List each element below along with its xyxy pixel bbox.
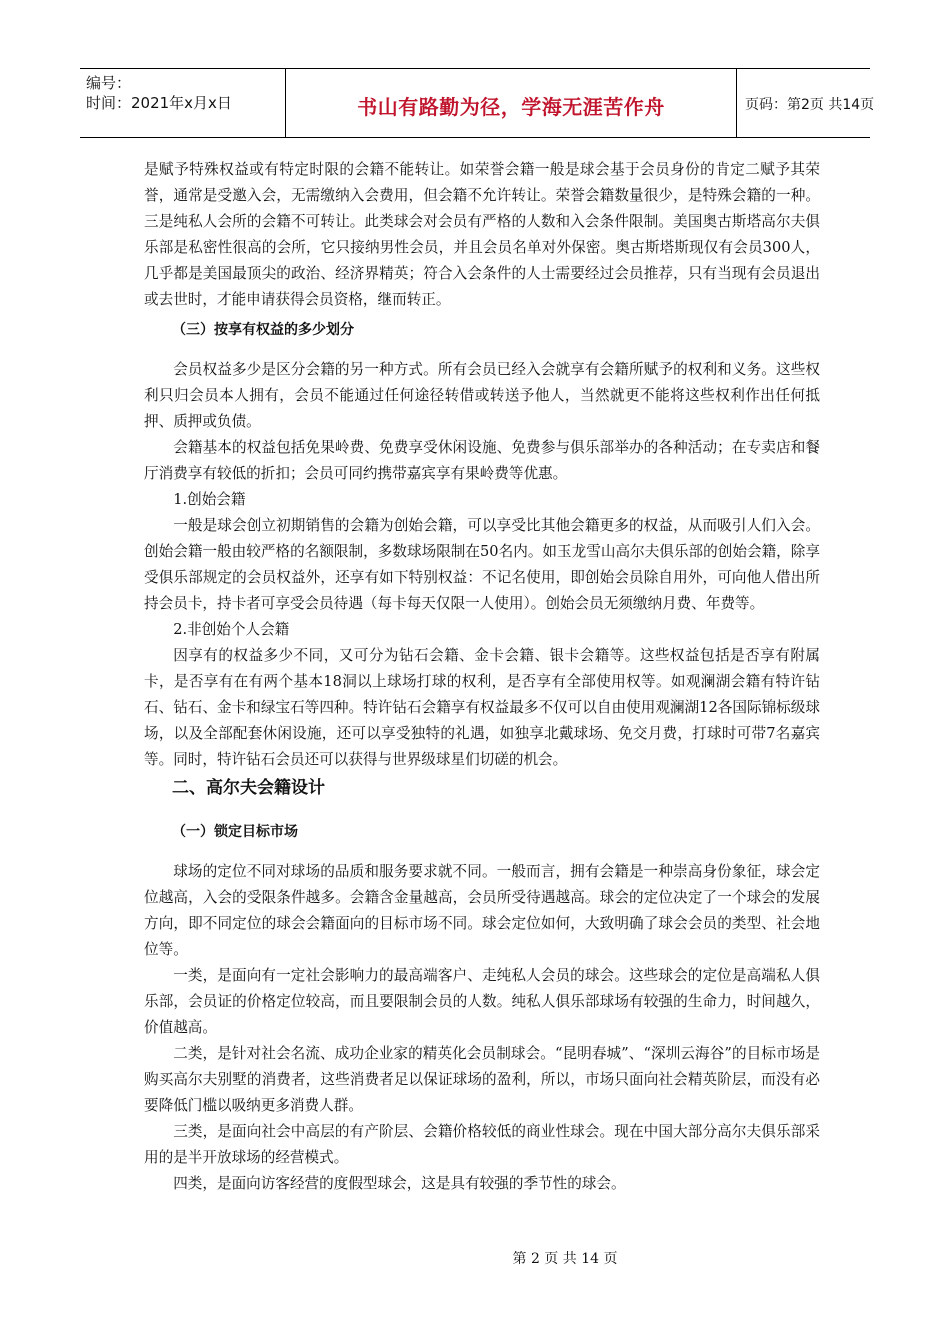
body-paragraph: 三类，是面向社会中高层的有产阶层、会籍价格较低的商业性球会。现在中国大部分高尔夫俱乐部采用的是半开放球场的经营模式。 [144,1123,820,1166]
header-right-cell [737,69,875,137]
list-heading: 1.创始会籍 [173,491,246,508]
section-subheading: （一）锁定目标市场 [172,824,298,840]
page-header [80,68,875,138]
header-page-info: 页码：第2页 共14页 [745,97,875,113]
body-paragraph: 会员权益多少是区分会籍的另一种方式。所有会员已经入会就享有会籍所赋予的权利和义务。这些权利只归会员本人拥有，会员不能通过任何途径转借或转送予他人，当然就更不能将这些权利作出任何抵押、质押或负债。 [144,361,820,430]
document-number-label: 编号： [86,74,132,92]
page-footer [0,1248,950,1268]
body-paragraph: 球场的定位不同对球场的品质和服务要求就不同。一般而言，拥有会籍是一种崇高身份象征，球会定位越高，入会的受限条件越多。会籍含金量越高，会员所受待遇越高。球会的定位决定了一个球会的发展方向，即不同定位的球会会籍面向的目标市场不同。球会定位如何，大致明确了球会会员的类型、社会地位等。 [144,863,820,958]
body-paragraph: 二类，是针对社会名流、成功企业家的精英化会员制球会。“昆明春城”、“深圳云海谷”的目标市场是购买高尔夫别墅的消费者，这些消费者足以保证球场的盈利，所以，市场只面向社会精英阶层，而没有必要降低门槛以吸纳更多消费人群。 [144,1045,820,1114]
body-paragraph: 一类，是面向有一定社会影响力的最高端客户、走纯私人会员的球会。这些球会的定位是高端私人俱乐部，会员证的价格定位较高，而且要限制会员的人数。纯私人俱乐部球场有较强的生命力，时间越久，价值越高。 [144,967,820,1036]
list-heading: 2.非创始个人会籍 [173,621,290,638]
body-paragraph: 一般是球会创立初期销售的会籍为创始会籍，可以享受比其他会籍更多的权益，从而吸引人们入会。创始会籍一般由较严格的名额限制，多数球场限制在50名内。如玉龙雪山高尔夫俱乐部的创始会籍，除享受俱乐部规定的会员权益外，还享有如下特别权益：不记名使用，即创始会员除自用外，可向他人借出所持会员卡，持卡者可享受会员待遇（每卡每天仅限一人使用）。创始会员无须缴纳月费、年费等。 [144,517,820,612]
body-paragraph: 是赋予特殊权益或有特定时限的会籍不能转让。如荣誉会籍一般是球会基于会员身份的肯定二赋予其荣誉，通常是受邀入会，无需缴纳入会费用，但会籍不允许转让。荣誉会籍数量很少，是特殊会籍的一种。三是纯私人会所的会籍不可转让。此类球会对会员有严格的人数和入会条件限制。美国奥古斯塔高尔夫俱乐部是私密性很高的会所，它只接纳男性会员，并且会员名单对外保密。奥古斯塔斯现仅有会员300人，几乎都是美国最顶尖的政治、经济界精英；符合入会条件的人士需要经过会员推荐，只有当现有会员退出或去世时，才能申请获得会员资格，继而转正。 [144,161,820,308]
section-heading: 二、高尔夫会籍设计 [172,778,325,798]
body-paragraph: 四类，是面向访客经营的度假型球会，这是具有较强的季节性的球会。 [173,1175,626,1192]
footer-page-number: 第 2 页 共 14 页 [512,1251,618,1267]
section-subheading: （三）按享有权益的多少划分 [172,322,354,338]
body-paragraph: 因享有的权益多少不同，又可分为钻石会籍、金卡会籍、银卡会籍等。这些权益包括是否享有附属卡，是否享有在有两个基本18洞以上球场打球的权利，是否享有全部使用权等。如观澜湖会籍有特许钻石、钻石、金卡和绿宝石等四种。特许钻石会籍享有权益最多不仅可以自由使用观澜湖12各国际锦标级球场，以及全部配套休闲设施，还可以享受独特的礼遇，如独享北戴球场、免交月费，打球时可带7名嘉宾等。同时，特许钻石会员还可以获得与世界级球星们切磋的机会。 [144,647,820,768]
document-date-label: 时间：2021年x月x日 [86,94,232,112]
document-body [144,157,820,1197]
header-motto: 书山有路勤为径，学海无涯苦作舟 [357,95,665,119]
header-left-cell [80,69,285,137]
body-paragraph: 会籍基本的权益包括免果岭费、免费享受休闲设施、免费参与俱乐部举办的各种活动；在专卖店和餐厅消费享有较低的折扣；会员可同约携带嘉宾享有果岭费等优惠。 [144,439,820,482]
header-middle-cell [285,69,737,137]
